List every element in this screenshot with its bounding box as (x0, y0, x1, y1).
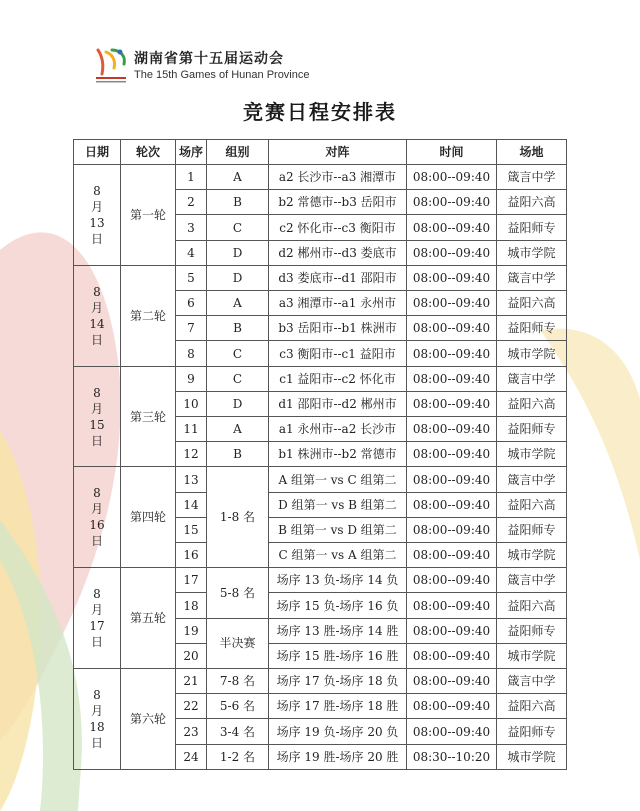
match-cell: 场序 19 负-场序 20 负 (269, 719, 407, 744)
date-part: 8 (93, 385, 101, 400)
match-cell: B 组第一 vs D 组第二 (269, 517, 407, 542)
seq-cell: 2 (176, 190, 207, 215)
match-cell: d2 郴州市--d3 娄底市 (269, 240, 407, 265)
date-part: 月 (90, 603, 103, 618)
venue-cell: 箴言中学 (497, 165, 567, 190)
venue-cell: 益阳六高 (497, 694, 567, 719)
date-part: 13 (89, 215, 105, 230)
group-cell: 1-2 名 (207, 744, 269, 769)
table-row (74, 467, 567, 492)
date-part: 日 (90, 332, 103, 347)
date-part: 日 (90, 736, 103, 751)
seq-cell: 12 (176, 442, 207, 467)
seq-cell: 23 (176, 719, 207, 744)
time-cell: 08:00--09:40 (407, 165, 497, 190)
group-cell: D (207, 240, 269, 265)
date-cell (74, 467, 121, 568)
date-part: 日 (90, 433, 103, 448)
seq-cell: 13 (176, 467, 207, 492)
group-cell: C (207, 366, 269, 391)
time-cell: 08:00--09:40 (407, 240, 497, 265)
date-part: 8 (93, 284, 101, 299)
date-part: 16 (89, 518, 105, 533)
document-title: 竞赛日程安排表 (243, 100, 397, 124)
time-cell: 08:00--09:40 (407, 543, 497, 568)
time-cell: 08:00--09:40 (407, 316, 497, 341)
col-header-seq: 场序 (176, 140, 207, 165)
group-cell: D (207, 391, 269, 416)
date-part: 月 (90, 300, 103, 315)
time-cell: 08:00--09:40 (407, 643, 497, 668)
match-cell: d3 娄底市--d1 邵阳市 (269, 265, 407, 290)
round-cell: 第一轮 (121, 165, 176, 266)
venue-cell: 益阳师专 (497, 719, 567, 744)
date-part: 15 (89, 417, 105, 432)
round-cell: 第五轮 (121, 568, 176, 669)
col-header-date: 日期 (74, 140, 121, 165)
seq-cell: 15 (176, 517, 207, 542)
time-cell: 08:00--09:40 (407, 568, 497, 593)
venue-cell: 益阳师专 (497, 215, 567, 240)
date-cell (74, 366, 121, 467)
table-row (74, 165, 567, 190)
seq-cell: 3 (176, 215, 207, 240)
match-cell: a3 湘潭市--a1 永州市 (269, 291, 407, 316)
group-cell: 5-8 名 (207, 568, 269, 618)
group-cell: B (207, 316, 269, 341)
page-header (92, 46, 309, 86)
time-cell: 08:00--09:40 (407, 417, 497, 442)
venue-cell: 益阳六高 (497, 391, 567, 416)
time-cell: 08:00--09:40 (407, 694, 497, 719)
venue-cell: 益阳六高 (497, 593, 567, 618)
match-cell: 场序 13 胜-场序 14 胜 (269, 618, 407, 643)
table-row (74, 669, 567, 694)
seq-cell: 14 (176, 492, 207, 517)
match-cell: a1 永州市--a2 长沙市 (269, 417, 407, 442)
time-cell: 08:30--10:20 (407, 744, 497, 769)
date-cell (74, 265, 121, 366)
match-cell: b1 株洲市--b2 常德市 (269, 442, 407, 467)
venue-cell: 城市学院 (497, 643, 567, 668)
venue-cell: 益阳六高 (497, 291, 567, 316)
seq-cell: 5 (176, 265, 207, 290)
match-cell: c2 怀化市--c3 衡阳市 (269, 215, 407, 240)
time-cell: 08:00--09:40 (407, 341, 497, 366)
venue-cell: 益阳师专 (497, 417, 567, 442)
match-cell: 场序 15 负-场序 16 负 (269, 593, 407, 618)
time-cell: 08:00--09:40 (407, 517, 497, 542)
match-cell: c1 益阳市--c2 怀化市 (269, 366, 407, 391)
venue-cell: 城市学院 (497, 341, 567, 366)
date-part: 日 (90, 534, 103, 549)
venue-cell: 箴言中学 (497, 467, 567, 492)
match-cell: b2 常德市--b3 岳阳市 (269, 190, 407, 215)
venue-cell: 箴言中学 (497, 366, 567, 391)
group-cell: 3-4 名 (207, 719, 269, 744)
time-cell: 08:00--09:40 (407, 467, 497, 492)
match-cell: D 组第一 vs B 组第二 (269, 492, 407, 517)
match-cell: C 组第一 vs A 组第二 (269, 543, 407, 568)
seq-cell: 10 (176, 391, 207, 416)
logo-title-en: The 15th Games of Hunan Province (134, 69, 310, 81)
seq-cell: 24 (176, 744, 207, 769)
group-cell: 5-6 名 (207, 694, 269, 719)
seq-cell: 4 (176, 240, 207, 265)
table-row (74, 366, 567, 391)
time-cell: 08:00--09:40 (407, 719, 497, 744)
schedule-table (73, 139, 567, 770)
group-cell: D (207, 265, 269, 290)
venue-cell: 城市学院 (497, 543, 567, 568)
seq-cell: 1 (176, 165, 207, 190)
seq-cell: 16 (176, 543, 207, 568)
venue-cell: 箴言中学 (497, 568, 567, 593)
group-cell: 1-8 名 (207, 467, 269, 568)
round-cell: 第四轮 (121, 467, 176, 568)
col-header-venue: 场地 (497, 140, 567, 165)
venue-cell: 箴言中学 (497, 669, 567, 694)
seq-cell: 7 (176, 316, 207, 341)
match-cell: 场序 17 负-场序 18 负 (269, 669, 407, 694)
date-part: 日 (90, 231, 103, 246)
time-cell: 08:00--09:40 (407, 366, 497, 391)
venue-cell: 益阳六高 (497, 190, 567, 215)
round-cell: 第二轮 (121, 265, 176, 366)
date-cell (74, 568, 121, 669)
time-cell: 08:00--09:40 (407, 291, 497, 316)
games-logo-icon (92, 46, 130, 86)
seq-cell: 20 (176, 643, 207, 668)
venue-cell: 城市学院 (497, 442, 567, 467)
date-part: 18 (89, 720, 105, 735)
date-part: 8 (93, 587, 101, 602)
table-row (74, 568, 567, 593)
round-cell: 第六轮 (121, 669, 176, 770)
group-cell: B (207, 442, 269, 467)
venue-cell: 城市学院 (497, 744, 567, 769)
seq-cell: 9 (176, 366, 207, 391)
seq-cell: 19 (176, 618, 207, 643)
seq-cell: 17 (176, 568, 207, 593)
match-cell: d1 邵阳市--d2 郴州市 (269, 391, 407, 416)
match-cell: b3 岳阳市--b1 株洲市 (269, 316, 407, 341)
date-part: 月 (90, 704, 103, 719)
time-cell: 08:00--09:40 (407, 442, 497, 467)
date-part: 8 (93, 486, 101, 501)
date-part: 日 (90, 635, 103, 650)
date-part: 月 (90, 199, 103, 214)
date-part: 14 (89, 316, 105, 331)
table-header-row (74, 140, 567, 165)
seq-cell: 11 (176, 417, 207, 442)
venue-cell: 城市学院 (497, 240, 567, 265)
venue-cell: 益阳六高 (497, 492, 567, 517)
col-header-match: 对阵 (269, 140, 407, 165)
match-cell: 场序 17 胜-场序 18 胜 (269, 694, 407, 719)
time-cell: 08:00--09:40 (407, 593, 497, 618)
group-cell: 7-8 名 (207, 669, 269, 694)
date-part: 8 (93, 183, 101, 198)
seq-cell: 18 (176, 593, 207, 618)
logo-title-cn: 湖南省第十五届运动会 (134, 51, 284, 67)
group-cell: B (207, 190, 269, 215)
match-cell: 场序 15 胜-场序 16 胜 (269, 643, 407, 668)
round-cell: 第三轮 (121, 366, 176, 467)
col-header-round: 轮次 (121, 140, 176, 165)
venue-cell: 益阳师专 (497, 517, 567, 542)
date-part: 8 (93, 688, 101, 703)
group-cell: 半决赛 (207, 618, 269, 668)
venue-cell: 益阳师专 (497, 618, 567, 643)
time-cell: 08:00--09:40 (407, 618, 497, 643)
match-cell: a2 长沙市--a3 湘潭市 (269, 165, 407, 190)
col-header-time: 时间 (407, 140, 497, 165)
time-cell: 08:00--09:40 (407, 215, 497, 240)
group-cell: C (207, 341, 269, 366)
time-cell: 08:00--09:40 (407, 190, 497, 215)
match-cell: 场序 19 胜-场序 20 胜 (269, 744, 407, 769)
match-cell: c3 衡阳市--c1 益阳市 (269, 341, 407, 366)
venue-cell: 益阳师专 (497, 316, 567, 341)
match-cell: 场序 13 负-场序 14 负 (269, 568, 407, 593)
group-cell: A (207, 291, 269, 316)
time-cell: 08:00--09:40 (407, 265, 497, 290)
group-cell: A (207, 417, 269, 442)
date-cell (74, 165, 121, 266)
seq-cell: 22 (176, 694, 207, 719)
date-part: 月 (90, 401, 103, 416)
group-cell: A (207, 165, 269, 190)
table-row (74, 265, 567, 290)
date-part: 月 (90, 502, 103, 517)
date-cell (74, 669, 121, 770)
match-cell: A 组第一 vs C 组第二 (269, 467, 407, 492)
date-part: 17 (89, 619, 105, 634)
time-cell: 08:00--09:40 (407, 669, 497, 694)
seq-cell: 8 (176, 341, 207, 366)
seq-cell: 21 (176, 669, 207, 694)
venue-cell: 箴言中学 (497, 265, 567, 290)
group-cell: C (207, 215, 269, 240)
col-header-group: 组别 (207, 140, 269, 165)
time-cell: 08:00--09:40 (407, 492, 497, 517)
seq-cell: 6 (176, 291, 207, 316)
time-cell: 08:00--09:40 (407, 391, 497, 416)
